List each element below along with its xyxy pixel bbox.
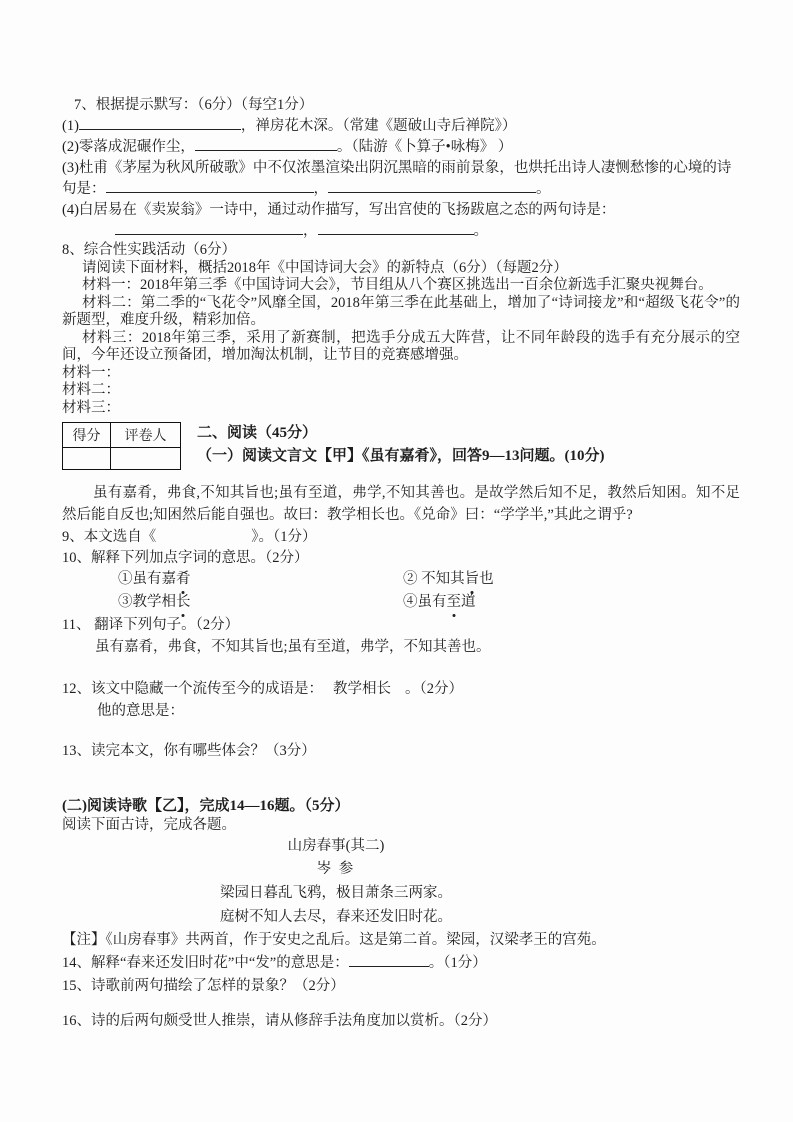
emphasized-char: 肴 <box>176 568 191 591</box>
answer-blank <box>328 179 536 193</box>
question-12-suffix: 。（2分） <box>405 681 463 697</box>
answer-blank <box>115 221 303 235</box>
material-2-answer-label: 材料二： <box>62 382 120 398</box>
question-7-header: 7、根据提示默写：（6分）（每空1分） <box>74 97 314 113</box>
item-2-text: (2)零落成泥碾作尘， <box>62 139 195 155</box>
grader-cell-empty <box>111 448 181 470</box>
item-text: 道 <box>461 594 476 610</box>
question-13: 13、读完本文，你有哪些体会？（3分） <box>62 743 316 759</box>
score-cell-label: 得分 <box>63 423 111 448</box>
question-12-idiom: 教学相长 <box>333 681 391 697</box>
question-14 <box>62 951 740 975</box>
question-7-item-2 <box>62 137 740 158</box>
question-10-row-2 <box>62 591 740 614</box>
answer-blank <box>79 116 241 130</box>
material-2-text: 材料二：第二季的“飞花令”风靡全国，2018年第三季在此基础上，增加了“诗词接龙”和“超级飞花令”的新题型，难度升级，精彩加倍。 <box>62 294 740 328</box>
score-cell-empty <box>63 448 111 470</box>
question-14-suffix: 。（1分） <box>428 955 487 971</box>
question-10-row-1 <box>62 568 740 591</box>
item-text: ③教学相 <box>118 594 176 610</box>
section-2-part-1-title: （一）阅读文言文【甲】《虽有嘉肴》，回答9—13问题。(10分) <box>197 448 605 464</box>
question-10-item-1 <box>118 568 403 591</box>
item-3-lead: 句是： <box>62 181 106 197</box>
item-1-text: ，禅房花木深。（常建《题破山寺后禅院》） <box>240 118 517 134</box>
poem-title: 山房春事(其二) <box>287 838 385 854</box>
answer-blank <box>318 221 474 235</box>
question-12-line-2: 他的意思是： <box>97 703 184 719</box>
item-text: 也 <box>479 571 494 587</box>
poem-author: 岑 参 <box>316 861 356 877</box>
section-2-headings <box>197 422 605 468</box>
material-3-text: 材料三：2018年第三季，采用了新赛制，把选手分成五大阵营，让不同年龄段的选手有充分展示的空间，今年还设立预备团，增加淘汰机制，让节目的竞赛感增强。 <box>62 329 740 363</box>
score-table-empty-row <box>63 448 181 470</box>
question-7-block <box>62 95 740 242</box>
question-8-block <box>62 242 740 417</box>
comma: ， <box>303 223 318 239</box>
item-text: ①虽有嘉 <box>118 571 176 587</box>
question-10-item-2 <box>403 568 494 591</box>
answer-blank <box>195 137 337 151</box>
material-3-answer-label: 材料三： <box>62 399 120 416</box>
emphasized-char: 长 <box>176 591 191 614</box>
question-7-item-1 <box>62 116 740 137</box>
question-7-item-3-line-2 <box>62 179 740 200</box>
poem-intro: 阅读下面古诗，完成各题。 <box>62 817 236 833</box>
poem-line-1: 梁园日暮乱飞鸦，极目萧条三两家。 <box>220 885 452 901</box>
question-9-prefix: 9、本文选自《 <box>62 529 157 545</box>
question-9-suffix: 》。（1分） <box>251 529 317 545</box>
period: 。 <box>473 223 488 239</box>
question-10-item-3 <box>118 591 403 614</box>
question-11-sentence: 虽有嘉肴，弗食，不知其旨也;虽有至道，弗学，不知其善也。 <box>95 639 491 655</box>
poem-block <box>62 835 610 929</box>
emphasized-char: 旨 <box>465 568 480 591</box>
question-7-item-4-line-2 <box>62 221 740 242</box>
section-2-header-row <box>62 422 740 470</box>
section-2-title: 二、阅读（45分） <box>197 425 318 441</box>
score-table-header-row <box>63 423 181 448</box>
period: 。 <box>536 181 551 197</box>
question-12-prefix: 12、该文中隐藏一个流传至今的成语是： <box>62 681 323 697</box>
poem-note: 【注】《山房春事》共两首，作于安史之乱后。这是第二首。梁园，汉梁孝王的宫苑。 <box>62 932 606 948</box>
material-1-text: 材料一：2018年第三季《中国诗词大会》，节目组从八个赛区挑选出一百余位新选手汇聚央视舞台。 <box>82 277 713 293</box>
item-text: ② 不知其 <box>403 571 465 587</box>
material-1-answer-label: 材料一： <box>62 364 120 381</box>
question-16: 16、诗的后两句颇受世人推崇，请从修辞手法角度加以赏析。（2分） <box>62 1013 497 1029</box>
emphasized-char: 至 <box>447 591 462 614</box>
question-14-prefix: 14、解释“春来还发旧时花”中“发”的意思是： <box>62 955 349 971</box>
question-15: 15、诗歌前两句描绘了怎样的景象？（2分） <box>62 978 345 994</box>
question-10-item-4 <box>403 591 476 614</box>
section-2-part-2-title: (二)阅读诗歌【乙】，完成14—16题。（5分） <box>62 798 350 814</box>
question-10-header: 10、解释下列加点字词的意思。（2分） <box>62 550 309 566</box>
comma: ， <box>313 181 328 197</box>
question-8-header: 8、综合性实践活动（6分） <box>62 242 236 258</box>
question-8-intro: 请阅读下面材料，概括2018年《中国诗词大会》的新特点（6分）（每题2分） <box>82 259 568 276</box>
question-11-header: 11、 翻译下列句子。（2分） <box>62 617 240 633</box>
question-7-item-4-line-1: (4)白居易在《卖炭翁》一诗中，通过动作描写，写出宫使的飞扬跋扈之态的两句诗是： <box>62 202 616 218</box>
item-1-number: (1) <box>62 118 79 134</box>
question-9 <box>62 526 740 548</box>
item-2-source: 。（陆游《卜算子•咏梅》 ） <box>336 139 513 155</box>
question-12 <box>62 678 740 700</box>
classical-passage: 虽有嘉肴，弗食,不知其旨也;虽有至道，弗学,不知其善也。是故学然后知不足，教然后知困。知不足然后能自反也;知困然后能自强也。故曰：教学相长也。《兑命》曰：“学学半,”其此之谓乎? <box>62 485 740 523</box>
question-7-item-3-line-1: (3)杜甫《茅屋为秋风所破歌》中不仅浓墨渲染出阴沉黑暗的雨前景象，也烘托出诗人凄恻愁惨的心境的诗 <box>62 160 732 176</box>
grader-cell-label: 评卷人 <box>111 423 181 448</box>
poem-line-2: 庭树不知人去尽，春来还发旧时花。 <box>220 909 452 925</box>
answer-blank <box>106 179 314 193</box>
answer-blank <box>349 953 429 967</box>
page-content <box>62 95 740 1032</box>
score-table <box>62 422 181 470</box>
item-text: ④虽有 <box>403 594 447 610</box>
